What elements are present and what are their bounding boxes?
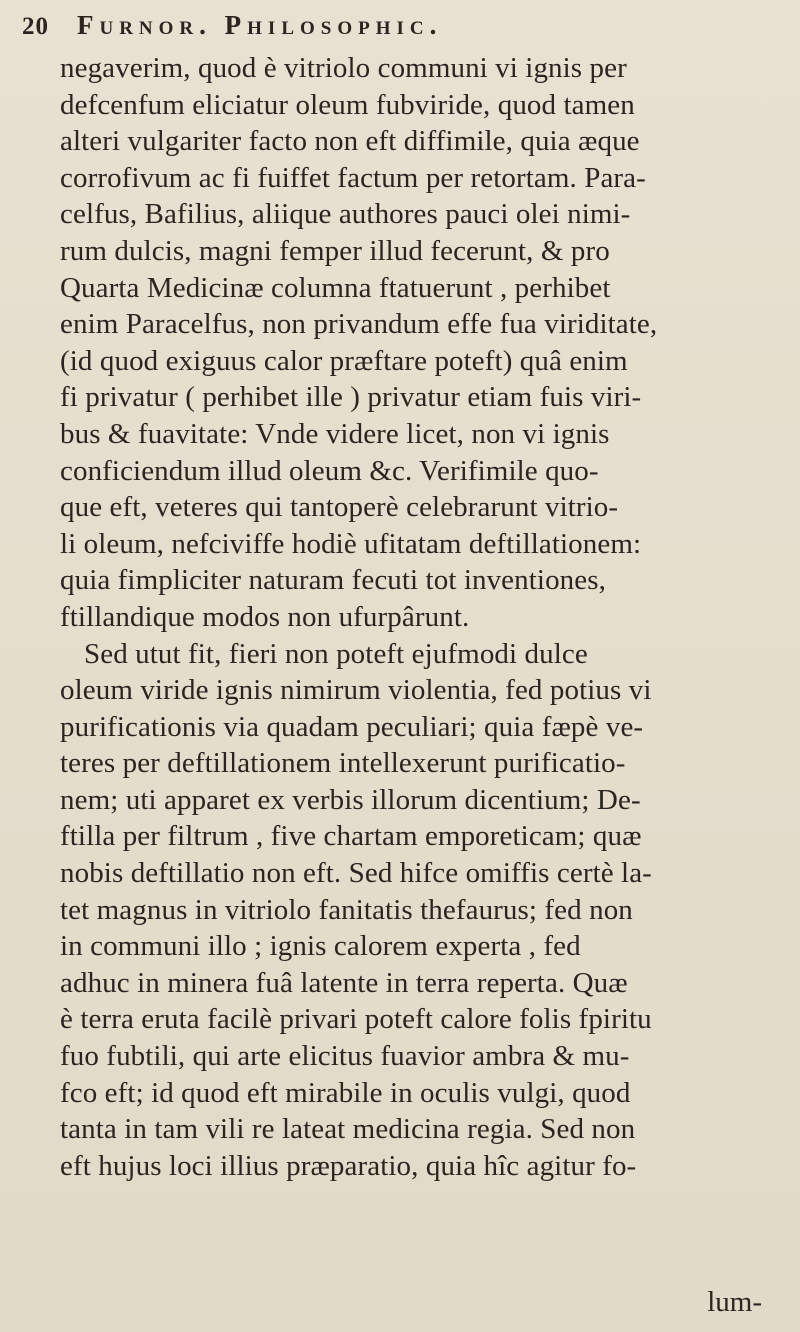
running-title: Furnor. Philosophic.	[77, 10, 443, 40]
paragraph-start-line: Sed utut fit, fieri non poteft ejufmodi dulce	[84, 637, 588, 670]
running-head	[22, 10, 442, 44]
text-line: è terra eruta facilè privari poteft calore folis fpiritu	[60, 1003, 652, 1036]
text-line: in communi illo ; ignis calorem experta , fed	[60, 930, 581, 963]
text-line: conficiendum illud oleum &c. Verifimile quo-	[60, 454, 599, 487]
text-line: teres per deftillationem intellexerunt purificatio-	[60, 747, 626, 780]
text-line: ftillandique modos non ufurpârunt.	[60, 600, 470, 633]
text-line: que eft, veteres qui tantoperè celebrarunt vitrio-	[60, 491, 619, 524]
text-line: fi privatur ( perhibet ille ) privatur etiam fuis viri-	[60, 381, 642, 414]
text-line: corrofivum ac fi fuiffet factum per retortam. Para-	[60, 161, 646, 194]
text-line: fuo fubtili, qui arte elicitus fuavior ambra & mu-	[60, 1040, 630, 1073]
text-line: (id quod exiguus calor præftare poteft) quâ enim	[60, 344, 628, 377]
text-line: rum dulcis, magni femper illud fecerunt, & pro	[60, 234, 610, 267]
text-line: purificationis via quadam peculiari; quia fæpè ve-	[60, 710, 644, 743]
text-line: negaverim, quod è vitriolo communi vi ignis per	[60, 52, 627, 84]
text-line: defcenfum eliciatur oleum fubviride, quod tamen	[60, 88, 635, 121]
page-number: 20	[22, 13, 49, 40]
text-line: bus & fuavitate: Vnde videre licet, non vi ignis	[60, 417, 610, 450]
body-text	[60, 50, 800, 1184]
text-line: eft hujus loci illius præparatio, quia hîc agitur fo-	[60, 1149, 637, 1182]
text-line: alteri vulgariter facto non eft diffimile, quia æque	[60, 125, 640, 158]
text-line: celfus, Bafilius, aliique authores pauci olei nimi-	[60, 198, 631, 231]
catchword: lum-	[707, 1286, 762, 1318]
text-line: nobis deftillatio non eft. Sed hifce omiffis certè la-	[60, 857, 652, 890]
text-line: oleum viride ignis nimirum violentia, fed potius vi	[60, 674, 652, 707]
text-line: quia fimpliciter naturam fecuti tot inventiones,	[60, 564, 606, 597]
text-line: li oleum, nefciviffe hodiè ufitatam deftillationem:	[60, 527, 642, 560]
text-line: nem; uti apparet ex verbis illorum dicentium; De-	[60, 783, 641, 816]
text-line: Quarta Medicinæ columna ftatuerunt , perhibet	[60, 271, 611, 304]
text-line: fco eft; id quod eft mirabile in oculis vulgi, quod	[60, 1076, 631, 1109]
text-line: adhuc in minera fuâ latente in terra reperta. Quæ	[60, 966, 628, 999]
text-line: tanta in tam vili re lateat medicina regia. Sed non	[60, 1113, 636, 1146]
text-line: enim Paracelfus, non privandum effe fua viriditate,	[60, 308, 658, 341]
text-line: ftilla per filtrum , five chartam emporeticam; quæ	[60, 820, 642, 853]
text-line: tet magnus in vitriolo fanitatis thefaurus; fed non	[60, 893, 633, 926]
